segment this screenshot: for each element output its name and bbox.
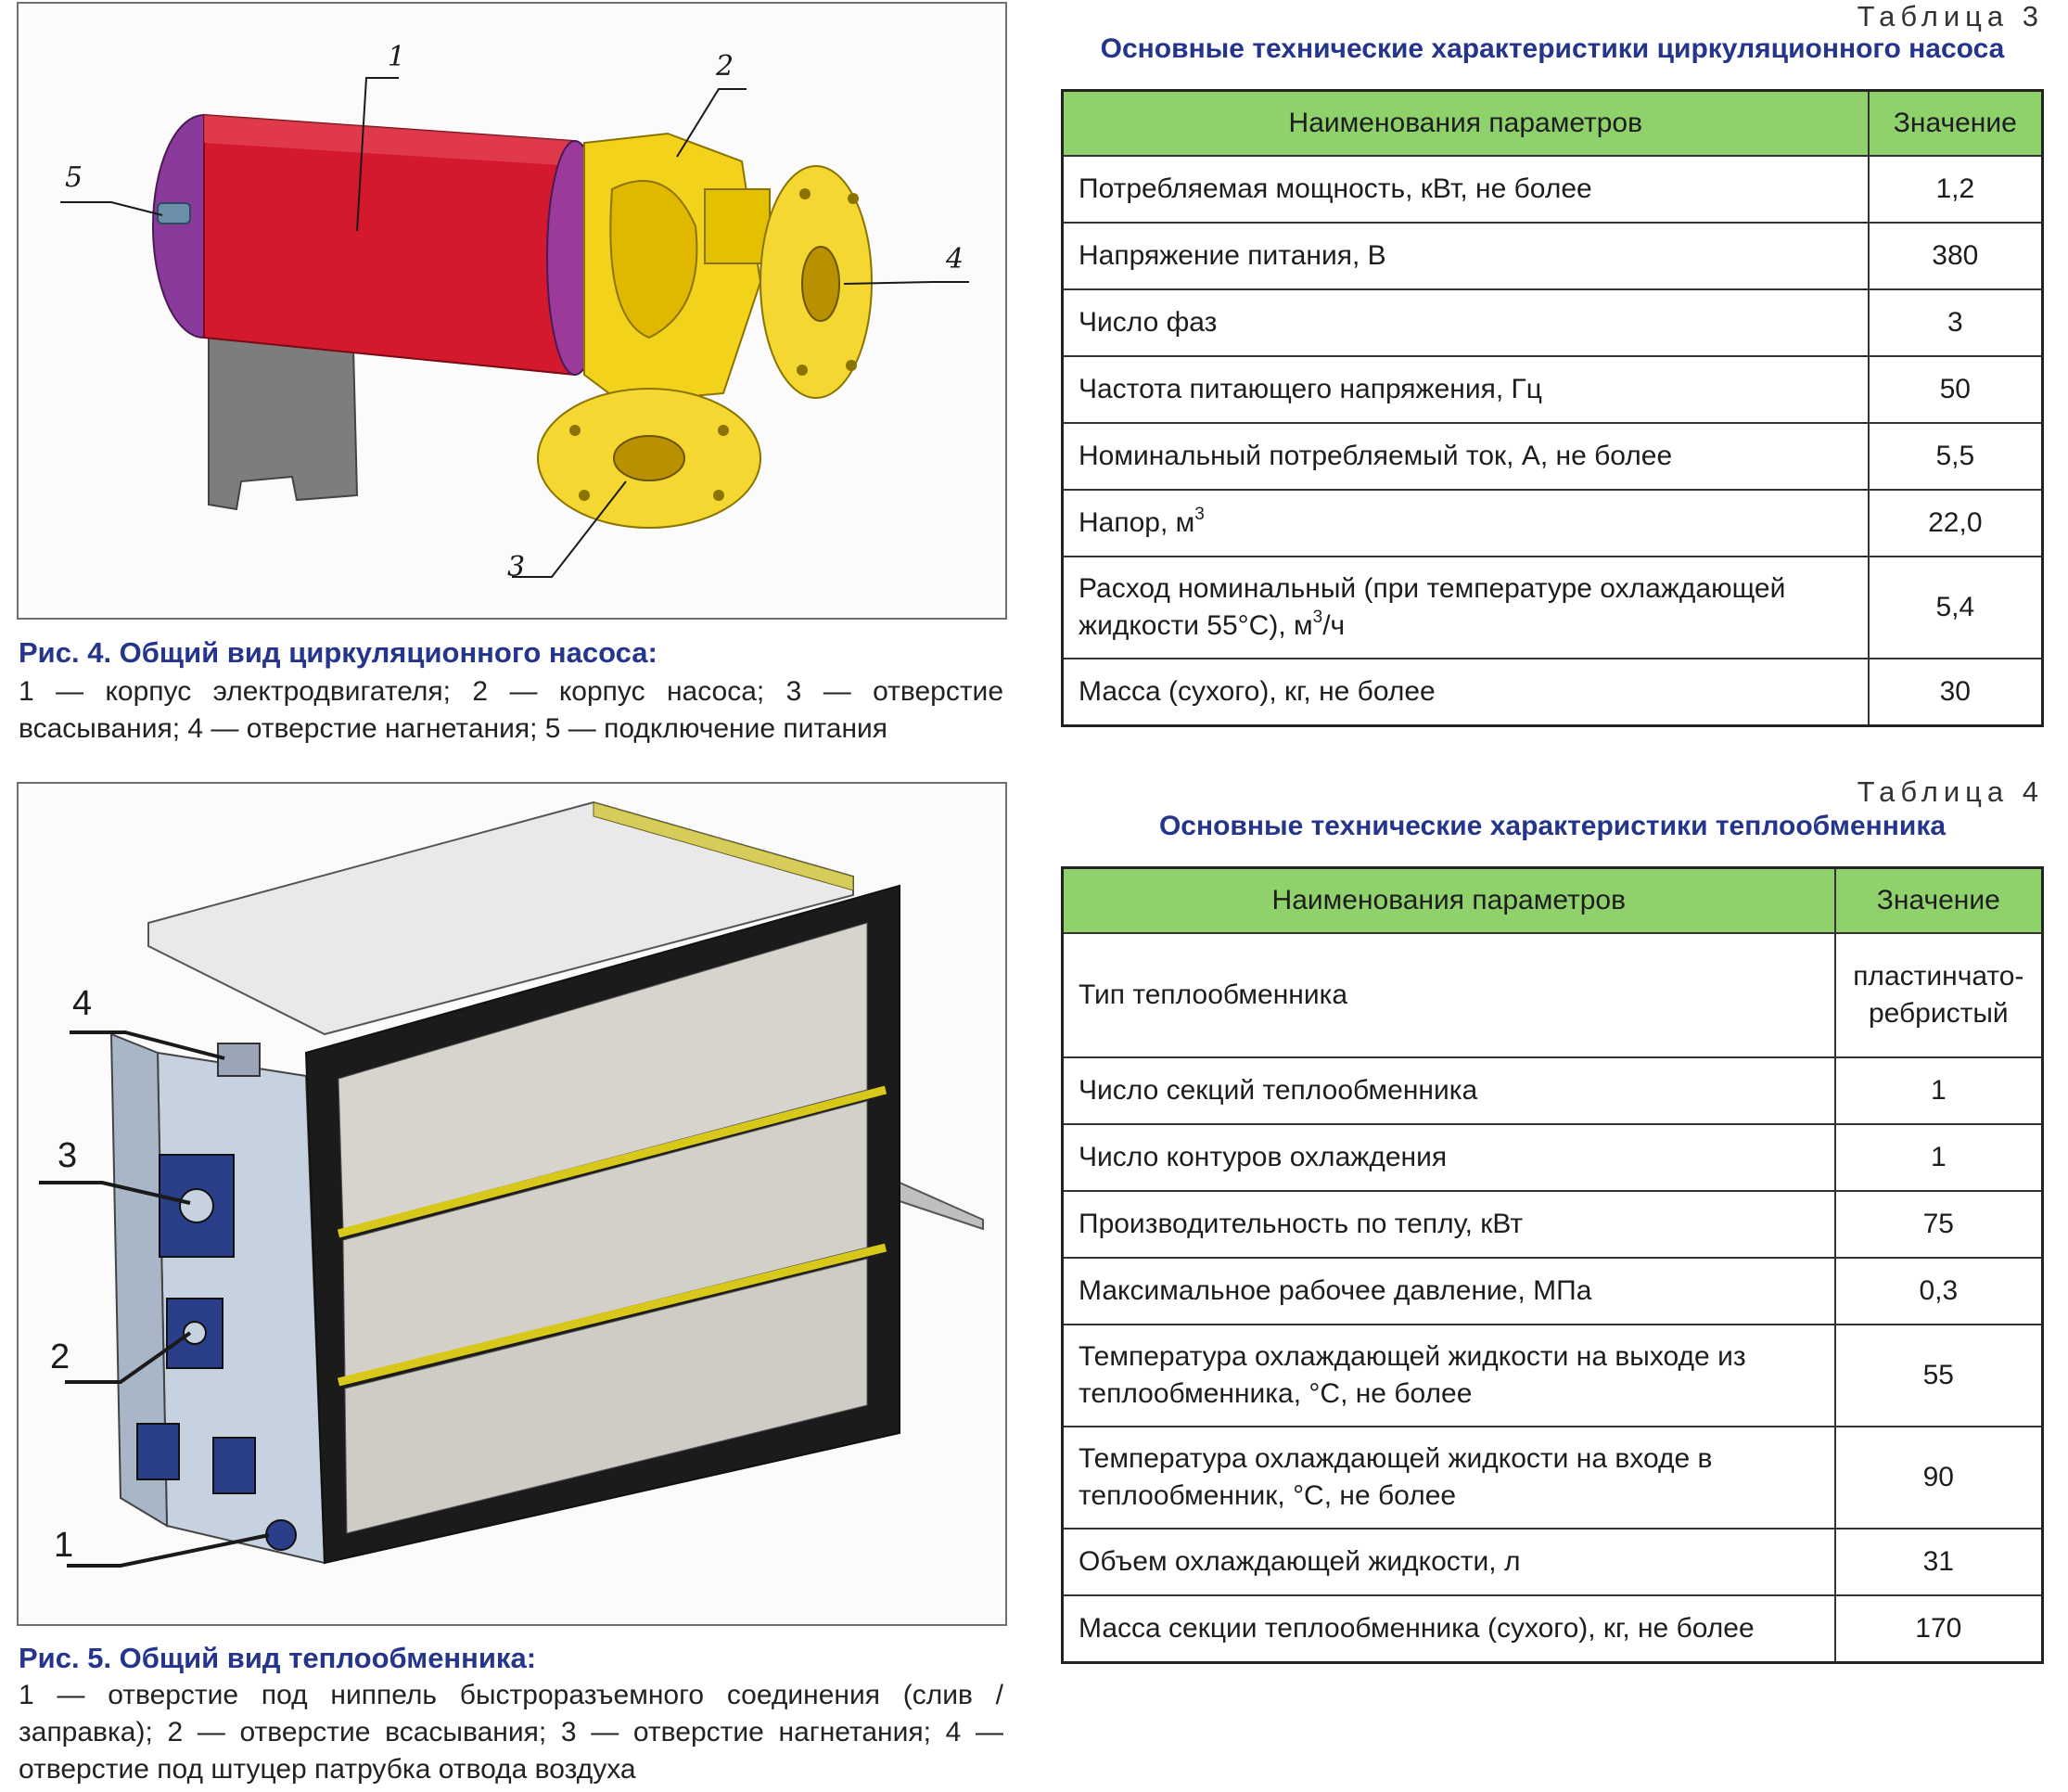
param-cell: Максимальное рабочее давление, МПа	[1063, 1258, 1835, 1325]
power-connector	[158, 203, 190, 224]
table-row	[1063, 156, 2043, 223]
table-row	[1063, 289, 2043, 356]
param-cell: Потребляемая мощность, кВт, не более	[1063, 156, 1869, 223]
value-cell: 55	[1835, 1325, 2043, 1427]
value-cell: 5,4	[1869, 557, 2043, 659]
heat-exchanger-figure	[17, 782, 1007, 1626]
table-row	[1063, 356, 2043, 423]
header-value: Значение	[1869, 91, 2043, 157]
param-cell: Масса секции теплообменника (сухого), кг, не более	[1063, 1595, 1835, 1662]
table4-title: Основные технические характеристики теплообменника	[1158, 811, 1947, 841]
header-param: Наименования параметров	[1063, 91, 1869, 157]
param-cell: Число контуров охлаждения	[1063, 1124, 1835, 1191]
value-cell: 31	[1835, 1529, 2043, 1595]
exchanger-callout-3: 3	[57, 1136, 78, 1175]
table-row	[1063, 1124, 2043, 1191]
fig5-caption-title: Рис. 5. Общий вид теплообменника:	[19, 1642, 537, 1674]
param-cell: Число фаз	[1063, 289, 1869, 356]
table-row	[1063, 1191, 2043, 1258]
table-row	[1063, 423, 2043, 490]
pump-callout-1: 1	[388, 41, 406, 73]
param-cell: Масса (сухого), кг, не более	[1063, 659, 1869, 725]
air-vent-fitting	[218, 1043, 260, 1076]
pump-callout-5: 5	[65, 161, 83, 194]
value-cell: 75	[1835, 1191, 2043, 1258]
value-cell: 1	[1835, 1124, 2043, 1191]
pump-callout-3: 3	[507, 551, 526, 583]
table-row	[1063, 1057, 2043, 1124]
value-cell: 1	[1835, 1057, 2043, 1124]
param-cell: Частота питающего напряжения, Гц	[1063, 356, 1869, 423]
table-row	[1063, 1595, 2043, 1662]
param-cell: Номинальный потребляемый ток, А, не более	[1063, 423, 1869, 490]
fig4-caption-text: 1 — корпус электродвигателя; 2 — корпус насоса; 3 — отверстие всасывания; 4 — отверстие нагнетания; 5 — подключение питания	[19, 676, 1003, 744]
exchanger-callout-2: 2	[50, 1338, 70, 1376]
pump-callout-4: 4	[946, 243, 964, 275]
param-cell: Объем охлаждающей жидкости, л	[1063, 1529, 1835, 1595]
table-row	[1063, 1529, 2043, 1595]
value-cell: 90	[1835, 1427, 2043, 1529]
table-row	[1063, 1258, 2043, 1325]
header-value: Значение	[1835, 868, 2043, 934]
value-cell: 5,5	[1869, 423, 2043, 490]
param-cell: Температура охлаждающей жидкости на выходе из теплообменника, °С, не более	[1063, 1325, 1835, 1427]
fig4-caption-title: Рис. 4. Общий вид циркуляционного насоса:	[19, 636, 657, 669]
value-cell: 30	[1869, 659, 2043, 725]
suction-port	[614, 436, 684, 480]
pump-callout-2: 2	[716, 50, 734, 83]
param-cell: Напряжение питания, В	[1063, 223, 1869, 289]
param-cell: Расход номинальный (при температуре охлаждающей жидкости 55°С), $м^3/ч$	[1063, 557, 1869, 659]
table-row	[1063, 659, 2043, 725]
param-cell: Производительность по теплу, кВт	[1063, 1191, 1835, 1258]
table3-title: Основные технические характеристики циркуляционного насоса	[1100, 33, 2005, 64]
header-param: Наименования параметров	[1063, 868, 1835, 934]
heat-exchanger-spec-table	[1061, 866, 2044, 1664]
table3-number: Таблица 3	[1857, 0, 2044, 32]
drain-nipple	[266, 1520, 296, 1550]
pump-figure	[17, 2, 1007, 620]
table-header-row	[1063, 91, 2043, 157]
value-cell: 0,3	[1835, 1258, 2043, 1325]
table-row	[1063, 1325, 2043, 1427]
value-cell: 1,2	[1869, 156, 2043, 223]
discharge-port	[802, 247, 839, 321]
value-cell: 22,0	[1869, 490, 2043, 557]
param-cell: Напор, $м^3$	[1063, 490, 1869, 557]
pump-illustration	[19, 4, 1005, 618]
value-cell: 380	[1869, 223, 2043, 289]
pump-spec-table	[1061, 89, 2044, 727]
exchanger-callout-4: 4	[72, 984, 93, 1023]
table-row	[1063, 1427, 2043, 1529]
value-cell: 50	[1869, 356, 2043, 423]
exchanger-callout-1: 1	[54, 1526, 74, 1565]
table-row	[1063, 557, 2043, 659]
table-header-row	[1063, 868, 2043, 934]
table-row	[1063, 223, 2043, 289]
table4-number: Таблица 4	[1857, 775, 2044, 808]
param-cell: Число секций теплообменника	[1063, 1057, 1835, 1124]
param-cell: Тип теплообменника	[1063, 933, 1835, 1057]
fig5-caption-text: 1 — отверстие под ниппель быстроразъемного соединения (слив / заправка); 2 — отверстие всасывания; 3 — отверстие нагнетания; 4 — отверстие под штуцер патрубка отвода воздуха	[19, 1680, 1003, 1785]
value-cell: 3	[1869, 289, 2043, 356]
value-cell: пластинчато-ребристый	[1835, 933, 2043, 1057]
value-cell: 170	[1835, 1595, 2043, 1662]
param-cell: Температура охлаждающей жидкости на входе в теплообменник, °С, не более	[1063, 1427, 1835, 1529]
table-row	[1063, 933, 2043, 1057]
heat-exchanger-illustration	[19, 784, 1005, 1624]
table-row	[1063, 490, 2043, 557]
